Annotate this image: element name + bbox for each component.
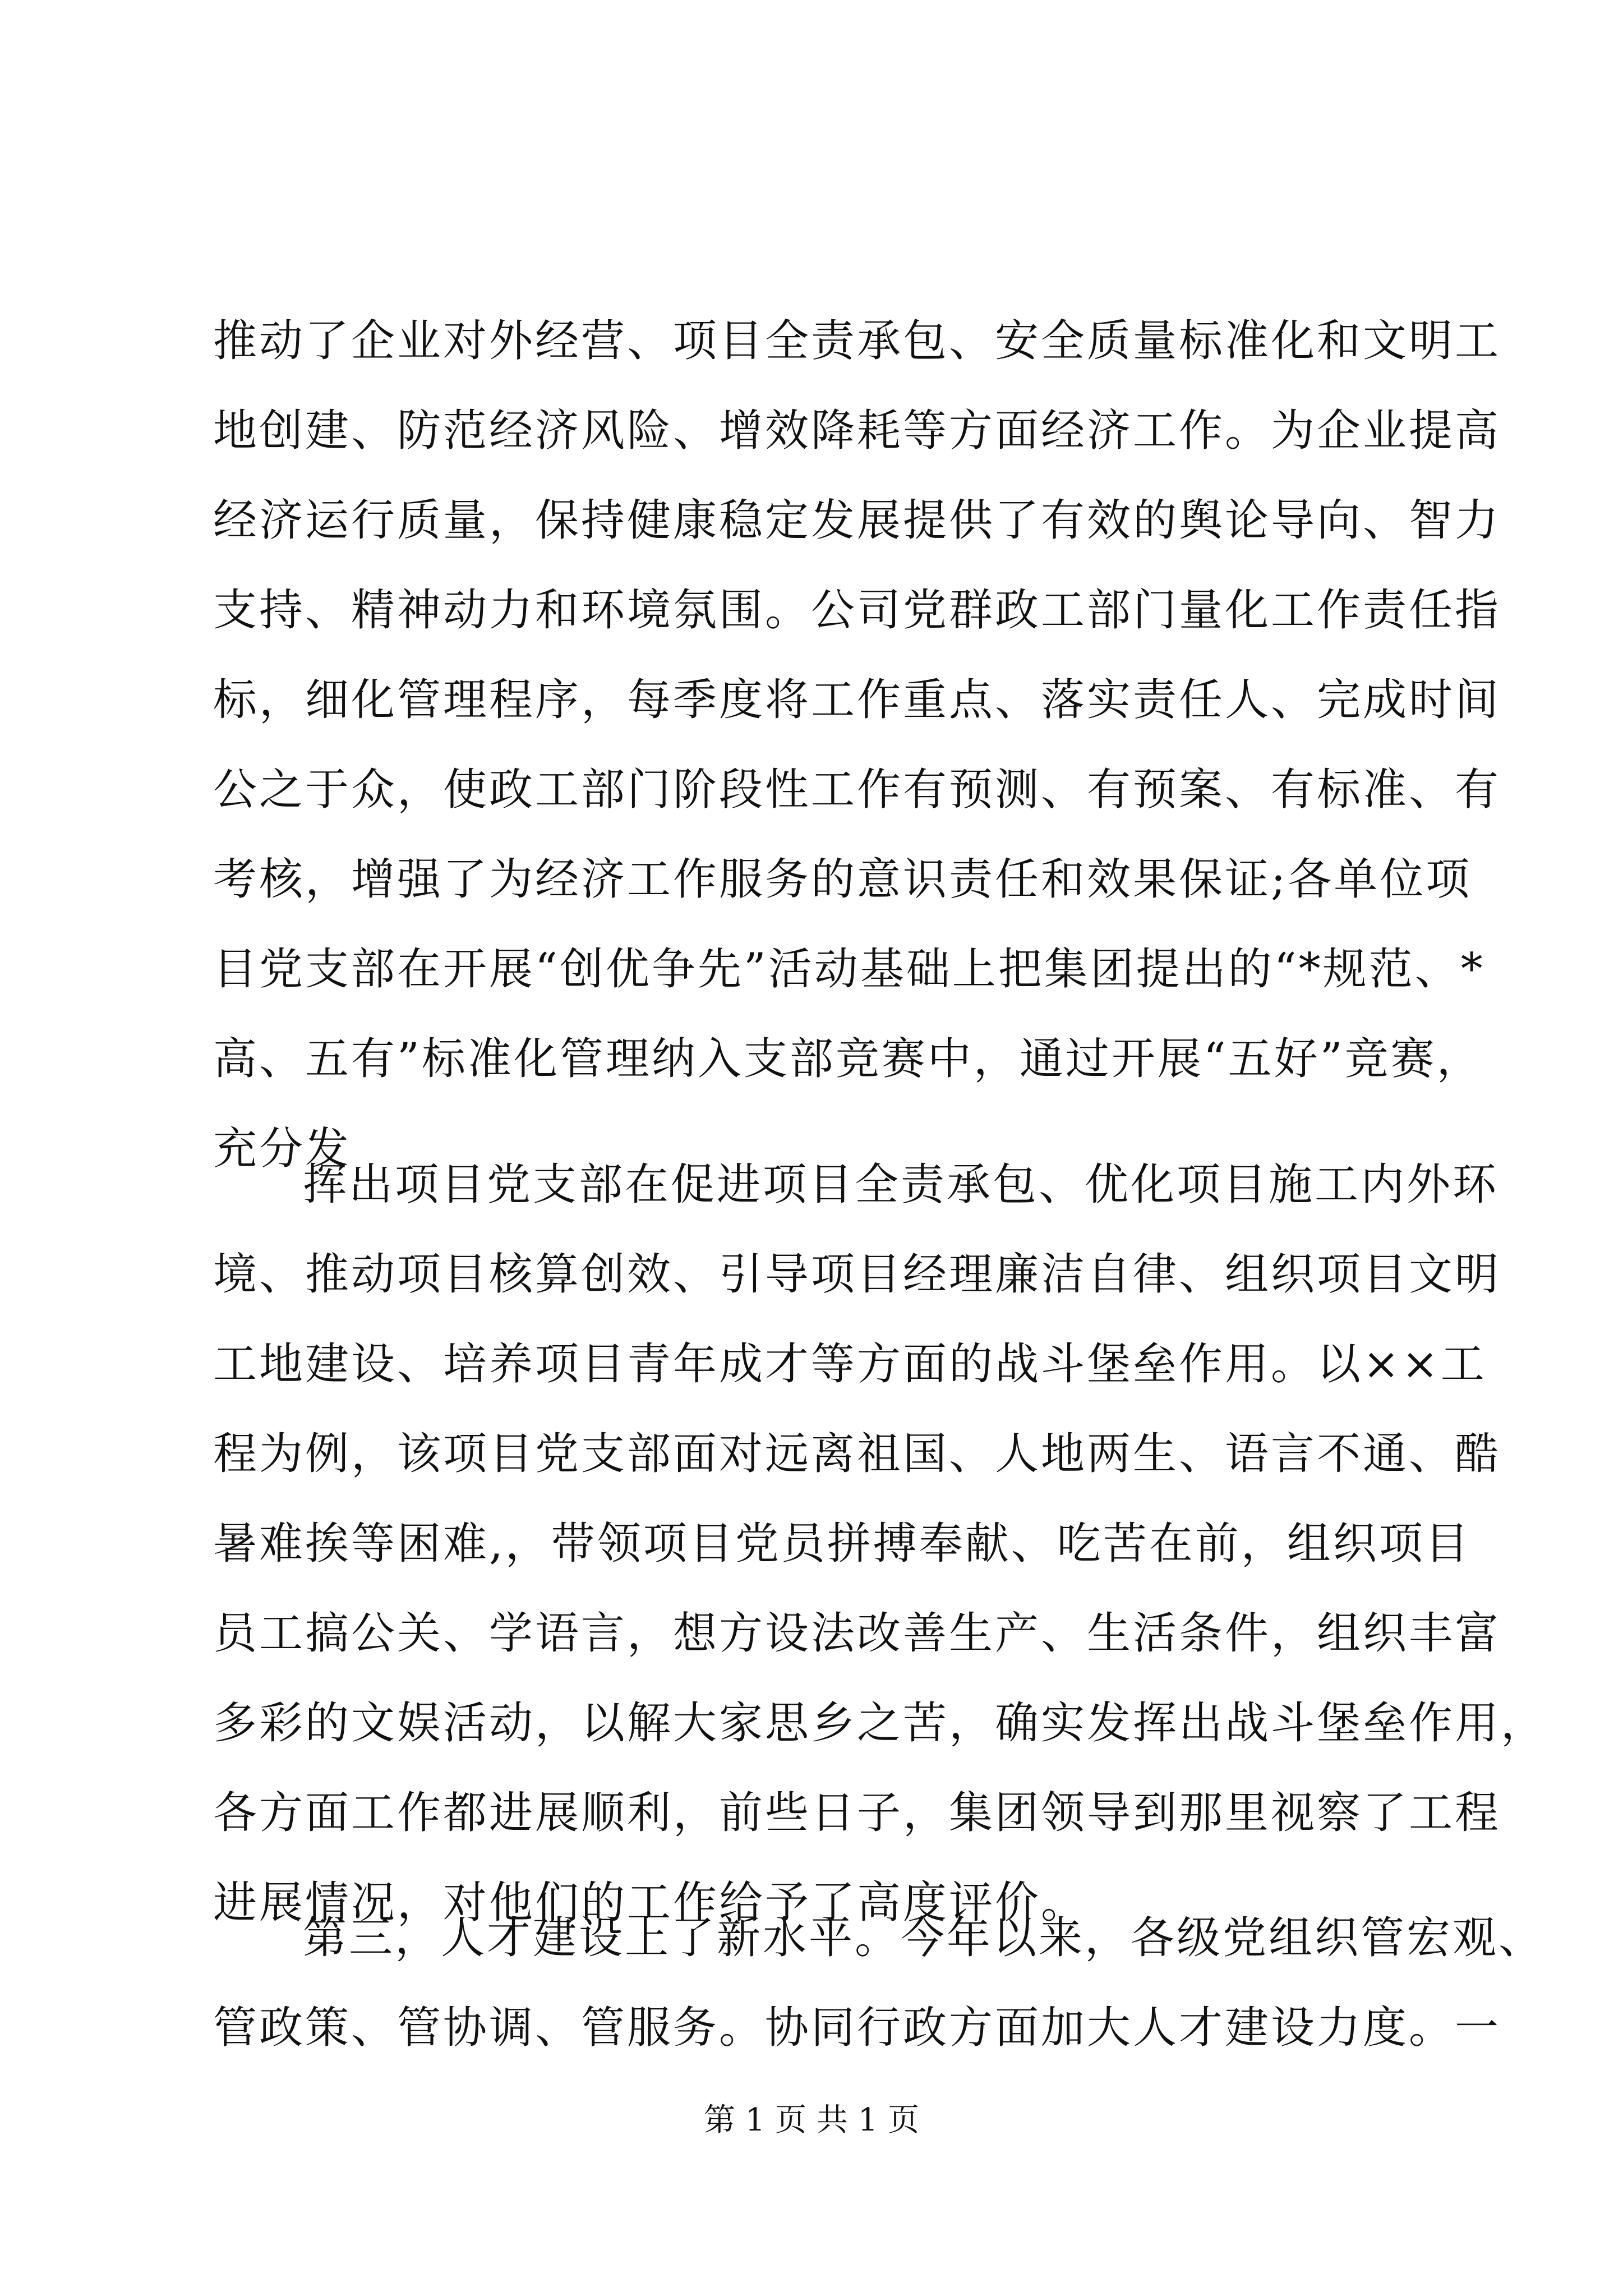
paragraph-2	[213, 1140, 1547, 1948]
text-line: 各方面工作都进展顺利，前些日子，集团领导到那里视察了工程	[213, 1788, 1501, 1838]
text-line: 充分发	[213, 1124, 352, 1174]
text-line: 高、五有”标准化管理纳入支部竞赛中，通过开展“五好”竞赛，	[213, 1034, 1483, 1084]
text-line: 工地建设、培养项目青年成才等方面的战斗堡垒作用。以××工	[213, 1339, 1487, 1389]
text-line: 推动了企业对外经营、项目全责承包、安全质量标准化和文明工	[213, 316, 1501, 366]
text-line: 经济运行质量，保持健康稳定发展提供了有效的舆论导向、智力	[213, 495, 1501, 546]
paragraph-3	[213, 1893, 1545, 2073]
text-line: 进展情况，对他们的工作给予了高度评价。	[213, 1878, 1087, 1928]
text-line: 境、推动项目核算创效、引导项目经理廉洁自律、组织项目文明	[213, 1249, 1501, 1300]
text-line: 程为例，该项目党支部面对远离祖国、人地两生、语言不通、酷	[213, 1429, 1501, 1479]
text-line: 考核，增强了为经济工作服务的意识责任和效果保证;各单位项	[213, 854, 1472, 905]
text-line: 支持、精神动力和环境氛围。公司党群政工部门量化工作责任指	[213, 585, 1501, 636]
text-line: 第三，人才建设上了新水平。今年以来，各级党组织管宏观、	[303, 1913, 1545, 1963]
text-line: 员工搞公关、学语言，想方设法改善生产、生活条件，组织丰富	[213, 1608, 1501, 1659]
text-line: 标，细化管理程序，每季度将工作重点、落实责任人、完成时间	[213, 675, 1501, 725]
text-line: 暑难挨等困难,，带领项目党员拼搏奉献、吃苦在前，组织项目	[213, 1519, 1471, 1569]
text-line: 挥出项目党支部在促进项目全责承包、优化项目施工内外环	[303, 1159, 1499, 1210]
text-line: 目党支部在开展“创优争先”活动基础上把集团提出的“*规范、*	[213, 944, 1485, 995]
paragraph-1	[213, 296, 1501, 1194]
text-line: 地创建、防范经济风险、增效降耗等方面经济工作。为企业提高	[213, 406, 1501, 456]
page-footer: 第 1 页 共 1 页	[703, 2102, 920, 2138]
text-line: 多彩的文娱活动，以解大家思乡之苦，确实发挥出战斗堡垒作用，	[213, 1698, 1547, 1749]
text-line: 管政策、管协调、管服务。协同行政方面加大人才建设力度。一	[213, 2003, 1501, 2053]
text-line: 公之于众，使政工部门阶段性工作有预测、有预案、有标准、有	[213, 765, 1501, 815]
